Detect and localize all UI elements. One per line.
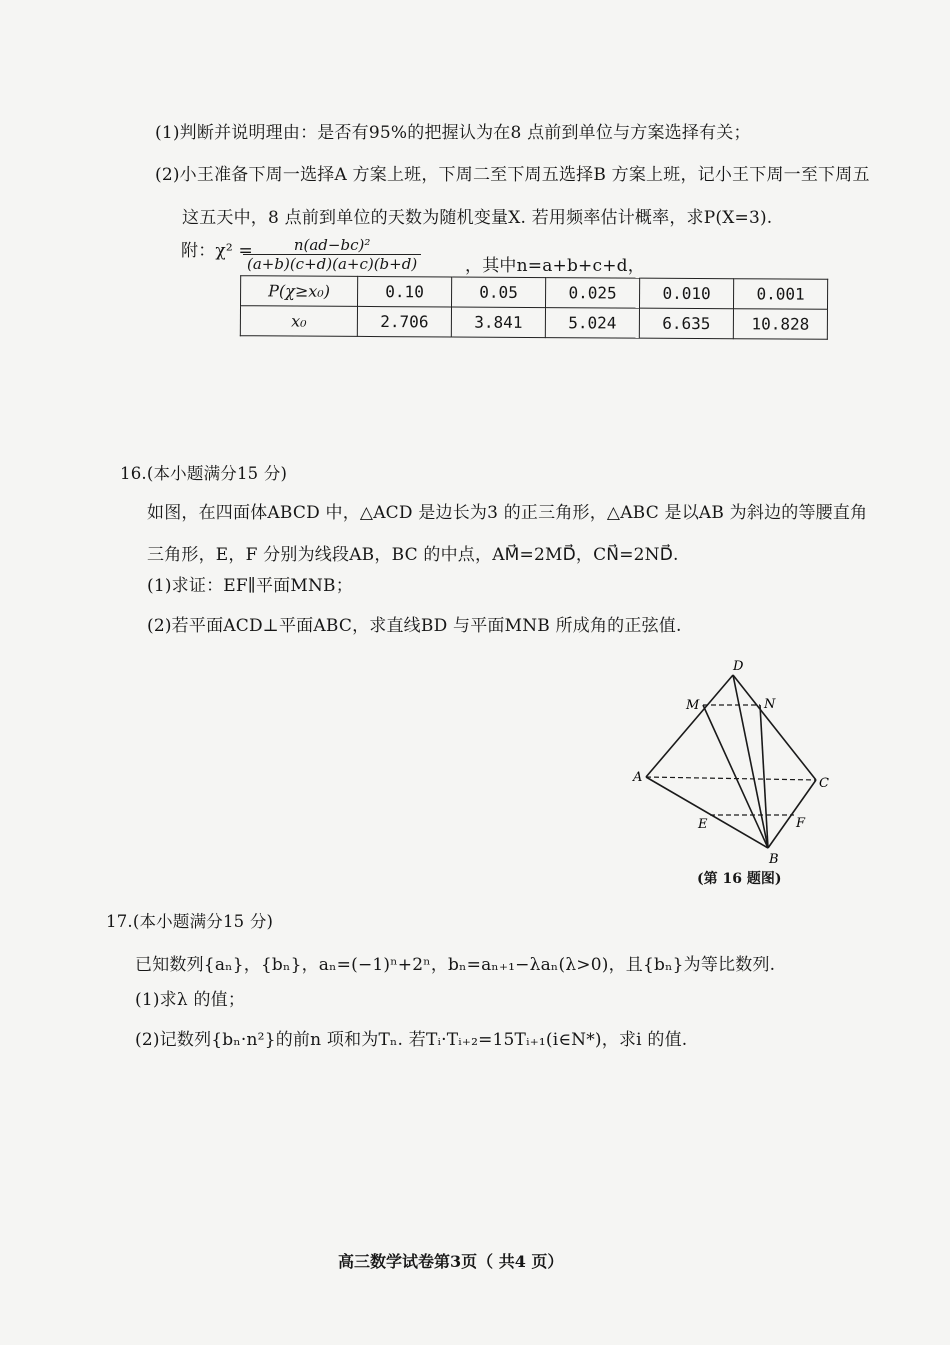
label-d: D [733, 659, 744, 674]
q16-part1: (1)求证：EF∥平面MNB； [147, 576, 353, 596]
table-cell: P(χ≥x₀) [241, 276, 358, 307]
q17-line1: 已知数列{aₙ}，{bₙ}，aₙ=(−1)ⁿ+2ⁿ，bₙ=aₙ₊₁−λaₙ(λ>0)，且{bₙ}为等比数列. [135, 955, 776, 975]
formula-numerator: n(ad−bc)² [243, 236, 421, 255]
q15-part1: (1)判断并说明理由：是否有95%的把握认为在8 点前到单位与方案选择有关； [155, 123, 751, 143]
table-row [240, 306, 827, 340]
edge-dc [733, 675, 816, 780]
segment-mb [703, 705, 768, 848]
q16-part2: (2)若平面ACD⊥平面ABC，求直线BD 与平面MNB 所成角的正弦值. [147, 616, 682, 636]
page-footer: 高三数学试卷第3页（ 共4 页） [338, 1252, 564, 1271]
q16-line2: 三角形，E，F 分别为线段AB，BC 的中点，AM⃗=2MD⃗，CN⃗=2ND⃗. [147, 545, 679, 565]
formula-denominator: (a+b)(c+d)(a+c)(b+d) [247, 255, 418, 273]
table-cell: 0.05 [452, 277, 546, 308]
table-cell: 0.010 [639, 278, 733, 309]
edge-cb [768, 780, 816, 848]
q17-part2: (2)记数列{bₙ·n²}的前n 项和为Tₙ. 若Tᵢ·Tᵢ₊₂=15Tᵢ₊₁(i∈N*)，求i 的值. [135, 1030, 688, 1050]
label-f: F [796, 816, 806, 831]
critical-value-table [240, 275, 828, 340]
label-a: A [633, 770, 643, 785]
table-cell: 0.025 [545, 278, 639, 309]
table-cell: 0.10 [358, 276, 452, 307]
q16-line1: 如图，在四面体ABCD 中，△ACD 是边长为3 的正三角形，△ABC 是以AB 为斜边的等腰直角 [147, 503, 868, 523]
table-row [241, 276, 828, 310]
chi-square-formula [243, 236, 421, 273]
table-cell: 5.024 [545, 308, 639, 339]
appendix-label: 附：χ² = [181, 241, 253, 261]
q16-header: 16.(本小题满分15 分) [120, 464, 288, 483]
q15-part2-line1: (2)小王准备下周一选择A 方案上班，下周二至下周五选择B 方案上班，记小王下周一至下周五 [155, 165, 870, 185]
edge-ad [646, 675, 733, 777]
label-n: N [764, 697, 776, 712]
label-m: M [686, 698, 700, 713]
figure-caption: (第 16 题图) [697, 871, 782, 887]
label-c: C [819, 776, 829, 791]
q17-header: 17.(本小题满分15 分) [106, 912, 274, 931]
table-cell: 3.841 [451, 307, 545, 338]
table-cell: 10.828 [733, 309, 827, 340]
label-e: E [698, 817, 708, 832]
q17-part1: (1)求λ 的值； [135, 990, 246, 1010]
q15-part2-line2: 这五天中，8 点前到单位的天数为随机变量X. 若用频率估计概率，求P(X=3). [182, 208, 773, 228]
label-b: B [769, 852, 779, 867]
table-cell: 2.706 [357, 306, 451, 337]
table-cell: 0.001 [733, 279, 827, 310]
edge-ac [646, 777, 816, 780]
formula-suffix: ，其中n=a+b+c+d， [465, 256, 645, 276]
tetrahedron-figure [620, 650, 840, 870]
table-cell: 6.635 [639, 308, 733, 339]
edge-ab [646, 777, 768, 848]
table-cell: x₀ [240, 306, 357, 337]
